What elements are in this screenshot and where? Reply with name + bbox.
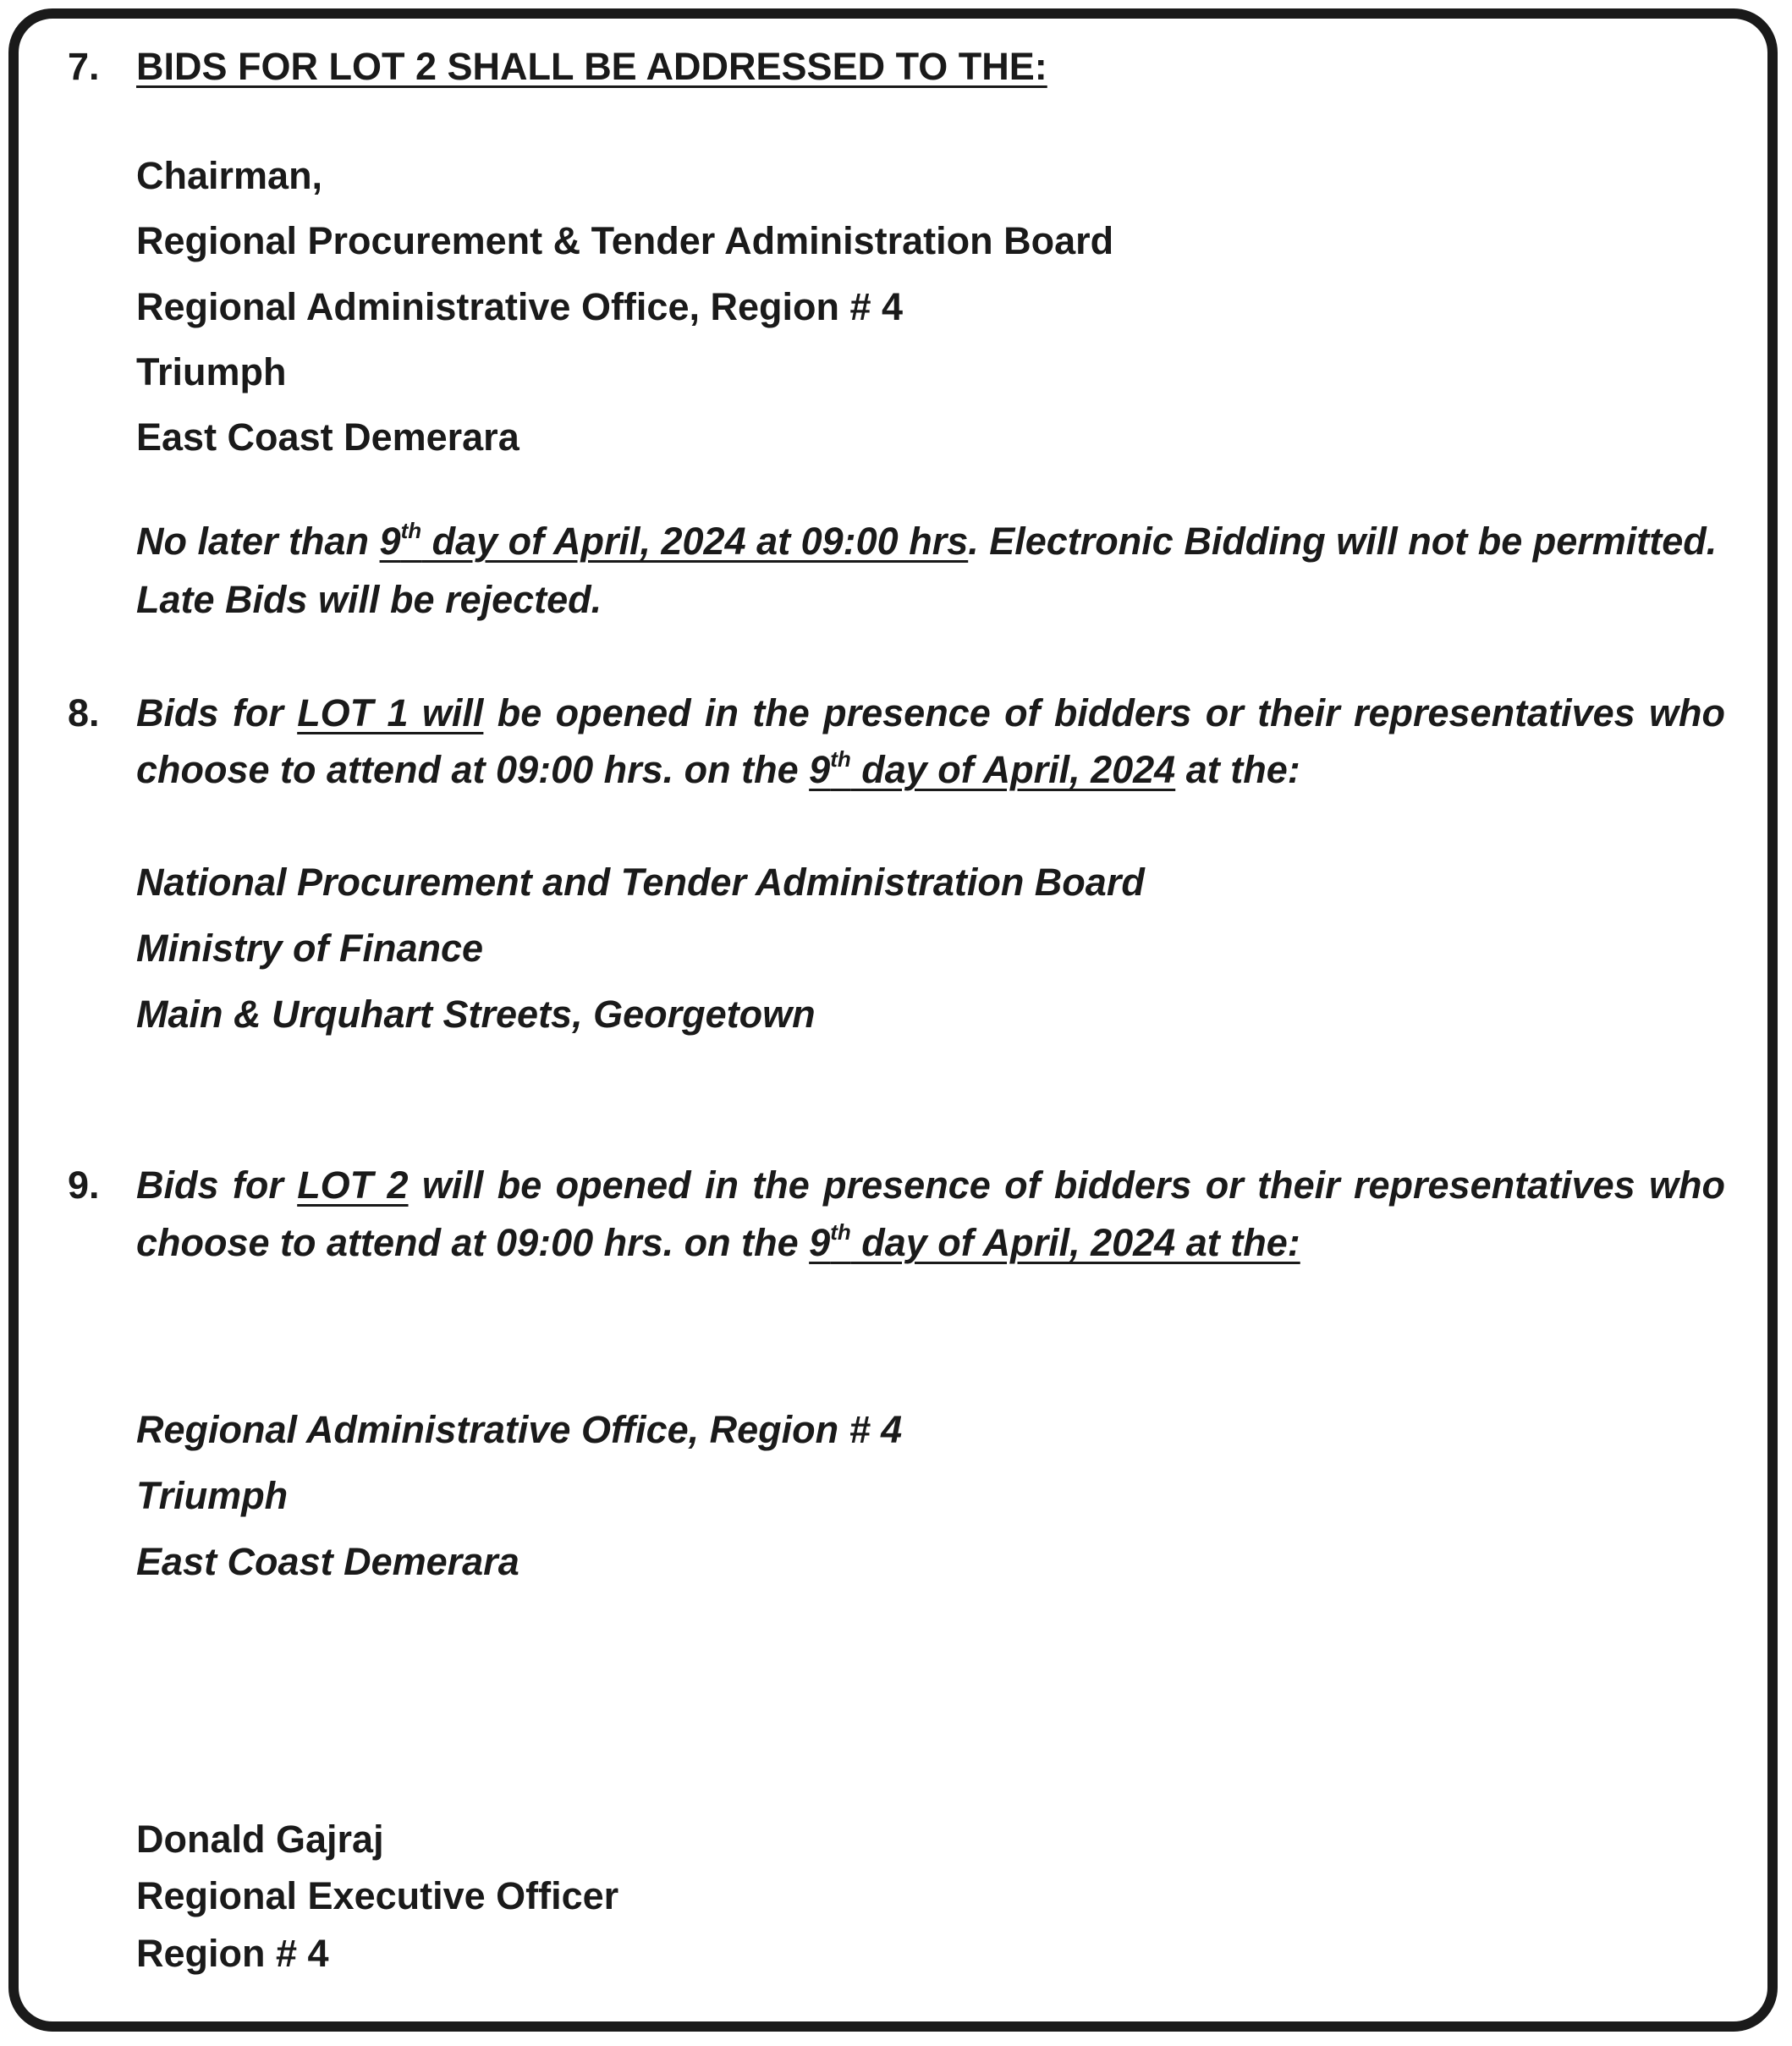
venue-2-area: East Coast Demerara — [136, 1540, 519, 1583]
venue-2-town: Triumph — [136, 1474, 289, 1517]
deadline-day: 9 — [379, 520, 401, 563]
item-9-attend-text: choose to attend at 09:00 hrs. on the — [136, 1221, 810, 1264]
addressee-board: Regional Procurement & Tender Administration Board — [136, 219, 1114, 262]
item-8-day: 9 — [809, 748, 831, 791]
venue-2-office: Regional Administrative Office, Region # 4 — [136, 1408, 903, 1451]
item-9-line-1 — [136, 1163, 1725, 1207]
item-9-lot: LOT 2 — [297, 1163, 409, 1207]
item-9-day: 9 — [809, 1221, 831, 1264]
item-8-lot: LOT 1 will — [297, 691, 484, 734]
addressee-area: East Coast Demerara — [136, 415, 519, 459]
bid-deadline-line — [136, 518, 1718, 563]
item-9-ordinal: th — [830, 1219, 851, 1245]
late-bids-note: Late Bids will be rejected. — [136, 578, 602, 621]
item-9-prefix: Bids for — [136, 1163, 298, 1207]
item-8-line-2 — [136, 746, 1300, 791]
item-9-line-2 — [136, 1219, 1300, 1264]
item-8-date-text: day of April, 2024 — [850, 748, 1176, 791]
venue-1-board: National Procurement and Tender Administration Board — [136, 861, 1145, 904]
item-9-date — [809, 1221, 1300, 1264]
item-8-suffix: at the: — [1175, 748, 1300, 791]
venue-1-ministry: Ministry of Finance — [136, 927, 484, 970]
deadline-suffix: . Electronic Bidding will not be permitted. — [968, 520, 1718, 563]
signatory-name: Donald Gajraj — [136, 1818, 384, 1861]
signatory-title: Regional Executive Officer — [136, 1874, 619, 1917]
item-8-rest: be opened in the presence of bidders or their representatives who — [483, 691, 1725, 734]
signatory-region: Region # 4 — [136, 1932, 329, 1975]
deadline-date — [380, 520, 969, 563]
addressee-town: Triumph — [136, 350, 287, 393]
item-8-attend-text: choose to attend at 09:00 hrs. on the — [136, 748, 810, 791]
addressee-office: Regional Administrative Office, Region # 4 — [136, 285, 904, 328]
item-7-number: 7. — [68, 45, 100, 88]
venue-1-streets: Main & Urquhart Streets, Georgetown — [136, 993, 816, 1036]
item-9-date-text: day of April, 2024 at the: — [850, 1221, 1300, 1264]
addressee-chairman: Chairman, — [136, 154, 323, 197]
item-8-ordinal: th — [830, 746, 851, 772]
deadline-prefix: No later than — [136, 520, 380, 563]
item-9-number: 9. — [68, 1163, 100, 1207]
item-8-date — [809, 748, 1175, 791]
item-7-heading: BIDS FOR LOT 2 SHALL BE ADDRESSED TO THE: — [136, 45, 1047, 88]
deadline-ordinal: th — [400, 518, 422, 543]
deadline-date-time: day of April, 2024 at 09:00 hrs — [421, 520, 969, 563]
item-8-number: 8. — [68, 691, 100, 734]
item-8-line-1 — [136, 691, 1725, 734]
item-9-rest: will be opened in the presence of bidders or their representatives who — [408, 1163, 1725, 1207]
item-8-prefix: Bids for — [136, 691, 298, 734]
